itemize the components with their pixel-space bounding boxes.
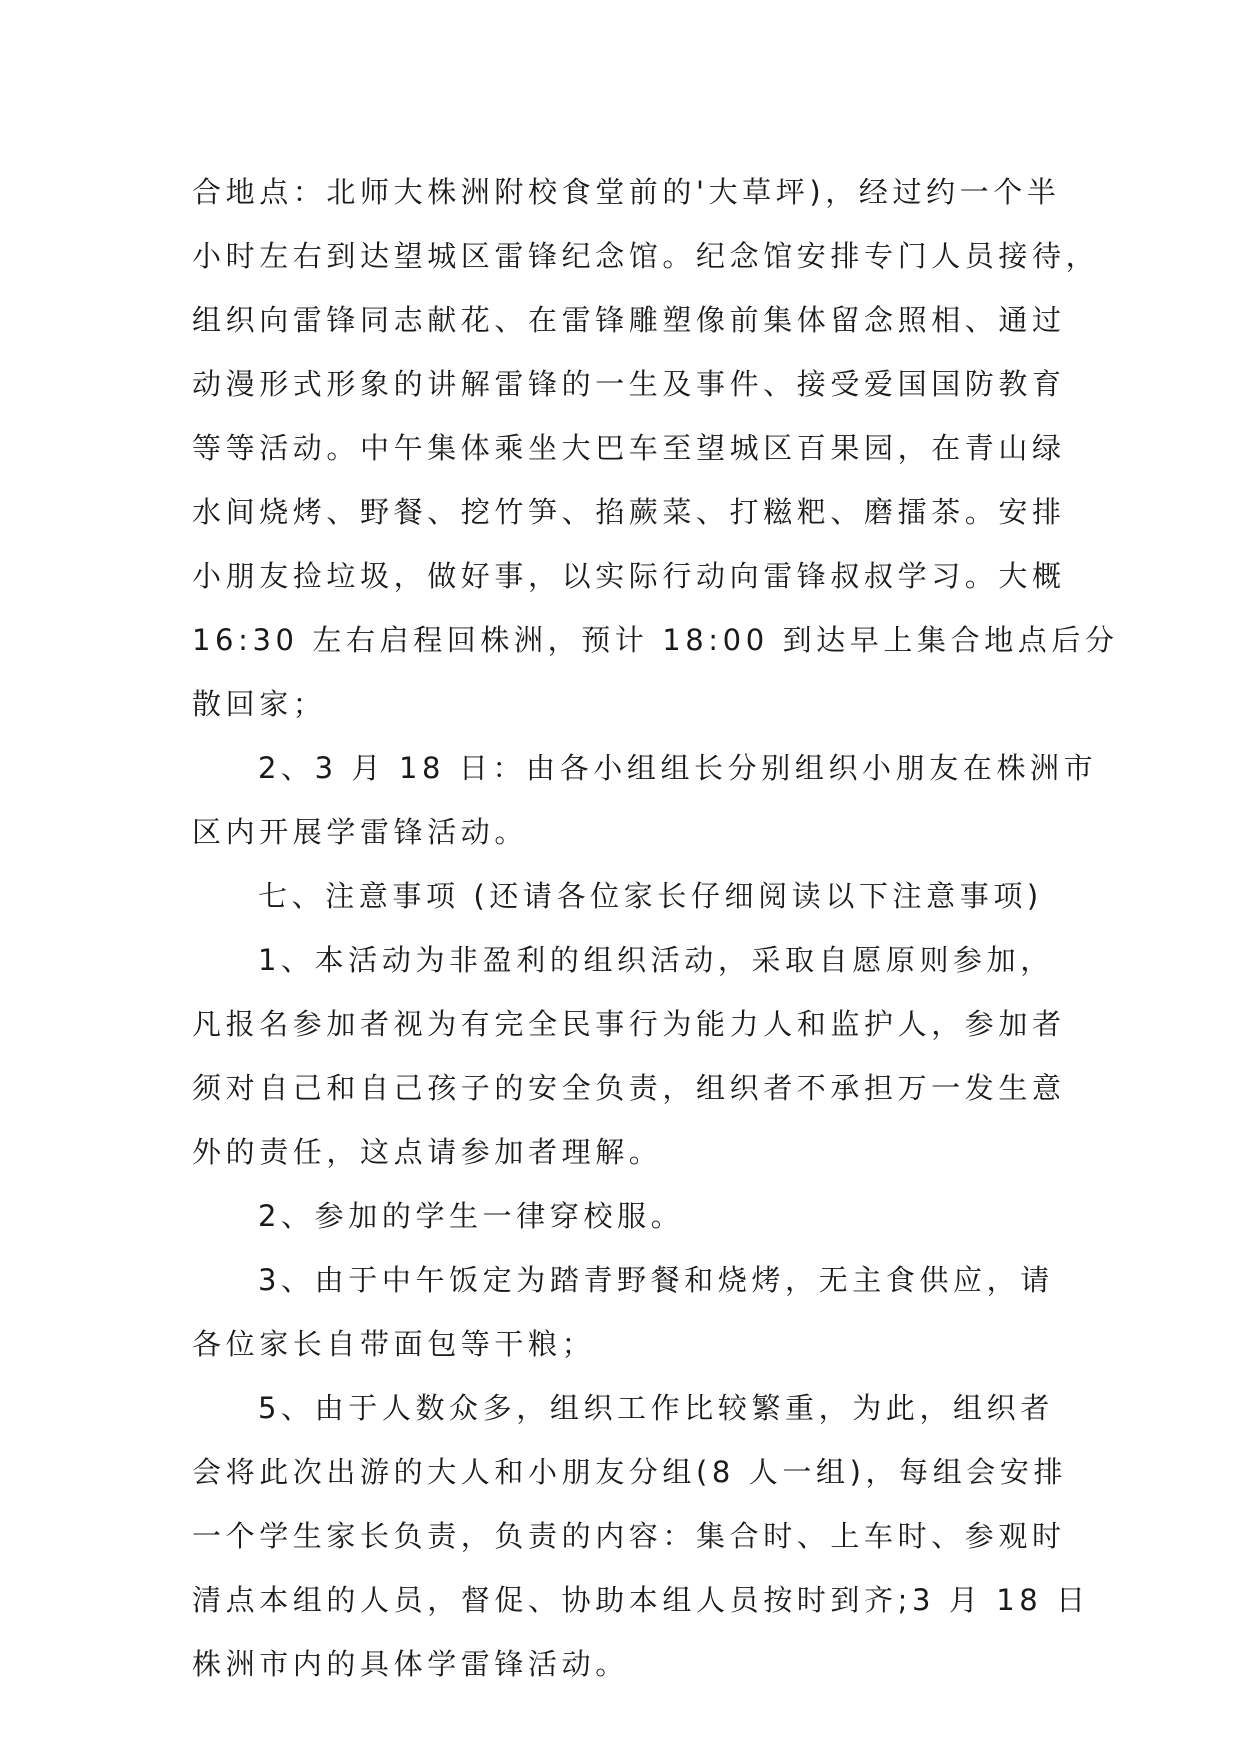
text-line: 散回家； bbox=[192, 687, 327, 721]
text-line: 株洲市内的具体学雷锋活动。 bbox=[192, 1647, 629, 1681]
text-line: 一个学生家长负责，负责的内容：集合时、上车时、参观时 bbox=[192, 1519, 1066, 1553]
text-line: 16:30 左右启程回株洲，预计 18:00 到达早上集合地点后分 bbox=[192, 623, 1119, 657]
paragraph-start-line: 3、由于中午饭定为踏青野餐和烧烤，无主食供应，请 bbox=[258, 1263, 1054, 1297]
text-line: 动漫形式形象的讲解雷锋的一生及事件、接受爱国国防教育 bbox=[192, 367, 1066, 401]
text-line: 凡报名参加者视为有完全民事行为能力人和监护人，参加者 bbox=[192, 1007, 1066, 1041]
text-line: 小朋友捡垃圾，做好事，以实际行动向雷锋叔叔学习。大概 bbox=[192, 559, 1066, 593]
text-line: 会将此次出游的大人和小朋友分组(8 人一组)，每组会安排 bbox=[192, 1455, 1068, 1489]
text-line: 组织向雷锋同志献花、在雷锋雕塑像前集体留念照相、通过 bbox=[192, 303, 1066, 337]
text-line: 外的责任，这点请参加者理解。 bbox=[192, 1135, 663, 1169]
paragraph-start-line: 5、由于人数众多，组织工作比较繁重，为此，组织者 bbox=[258, 1391, 1054, 1425]
text-line: 小时左右到达望城区雷锋纪念馆。纪念馆安排专门人员接待， bbox=[192, 239, 1100, 273]
text-line: 等等活动。中午集体乘坐大巴车至望城区百果园，在青山绿 bbox=[192, 431, 1066, 465]
paragraph-start-line: 1、本活动为非盈利的组织活动，采取自愿原则参加， bbox=[258, 943, 1054, 977]
section-heading: 七、注意事项 (还请各位家长仔细阅读以下注意事项) bbox=[258, 879, 1043, 913]
text-line: 各位家长自带面包等干粮； bbox=[192, 1327, 596, 1361]
text-line: 清点本组的人员，督促、协助本组人员按时到齐;3 月 18 日 bbox=[192, 1583, 1090, 1617]
text-line: 合地点：北师大株洲附校食堂前的'大草坪)，经过约一个半 bbox=[192, 175, 1061, 209]
text-line: 水间烧烤、野餐、挖竹笋、掐蕨菜、打糍粑、磨擂茶。安排 bbox=[192, 495, 1066, 529]
document-body bbox=[192, 160, 1119, 1696]
text-line: 须对自己和自己孩子的安全负责，组织者不承担万一发生意 bbox=[192, 1071, 1066, 1105]
text-line: 区内开展学雷锋活动。 bbox=[192, 815, 529, 849]
paragraph-start-line: 2、参加的学生一律穿校服。 bbox=[258, 1199, 685, 1233]
paragraph-start-line: 2、3 月 18 日：由各小组组长分别组织小朋友在株洲市 bbox=[258, 751, 1098, 785]
